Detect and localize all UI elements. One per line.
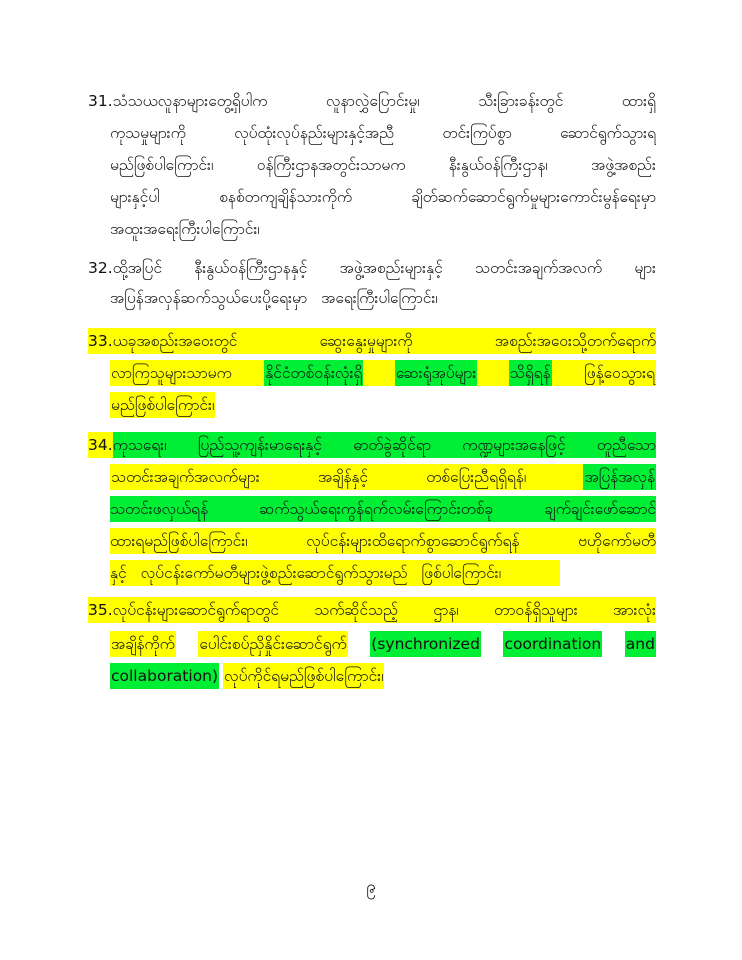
paragraph-number: 34.	[88, 432, 113, 458]
text-segment: ဖြန့်ဝေသွားရ	[584, 364, 655, 382]
text-segment: ချက်ချင်းဖော်ဆောင်	[544, 500, 656, 518]
text-segment: ဆက်သွယ်ရေးကွန်ရက်လမ်းကြောင်းတစ်ခု	[259, 500, 494, 518]
text-segment: ကုသရေး၊	[112, 436, 167, 454]
paragraph-number: 32.	[88, 259, 113, 277]
text-segment: ဓာတ်ခွဲဆိုင်ရာ	[353, 436, 431, 454]
paragraph-line-highlighted	[88, 328, 656, 354]
text-segment: စနစ်တကျချိန်သားကိုက်	[219, 188, 353, 206]
paragraph-line	[110, 285, 656, 311]
text-segment-yellow: ပေါင်းစပ်ညှိနှိုင်းဆောင်ရွက်	[198, 631, 347, 657]
text-segment: တူညီသော	[596, 436, 656, 454]
text-segment: အစည်းအဝေးသို့တက်ရောက်	[494, 332, 656, 350]
paragraph-line-highlighted	[110, 663, 656, 689]
paragraph-line	[88, 88, 656, 114]
text-segment-green: collaboration)	[110, 663, 219, 689]
text-segment: နီးနွယ်ဝန်ကြီးဌာန၊	[448, 156, 548, 174]
text-segment-green: နိုင်ငံတစ်ဝန်းလုံးရှိ	[264, 360, 363, 386]
text-segment-green: and	[625, 631, 656, 657]
text-segment-green: coordination	[503, 631, 602, 657]
text-segment: များ	[634, 259, 656, 277]
text-segment: ဆွေးနွေးမှုများကို	[319, 332, 413, 350]
paragraph-line	[110, 184, 656, 210]
text-segment: တာဝန်ရှိသူများ	[493, 601, 578, 619]
paragraph-number: 35.	[88, 601, 113, 619]
text-segment: ပြည်သူ့ကျန်းမာရေးနှင့်	[197, 436, 322, 454]
text-segment-green: သိရှိရန်	[509, 360, 552, 386]
text-segment: ယခုအစည်းအဝေးတွင်	[112, 332, 238, 350]
text-segment: သတင်းဖလှယ်ရန်	[110, 500, 208, 518]
text-segment: ဌာန၊	[433, 601, 459, 619]
text-segment: သံသယလူနာများတွေ့ရှိပါက	[112, 92, 268, 110]
paragraph-line-highlighted	[110, 560, 560, 586]
text-segment: ဖြစ်ပါကြောင်း၊	[421, 564, 502, 582]
text-segment: လူနာလွှဲပြောင်းမှု၊	[325, 92, 420, 110]
text-segment: ထားရမည်ဖြစ်ပါကြောင်း၊	[110, 532, 248, 550]
text-segment: တင်းကြပ်စွာ	[442, 124, 512, 142]
paragraph-line-highlighted	[88, 432, 656, 458]
text-segment: သတင်းအချက်အလက်	[474, 259, 603, 277]
text-segment: အထူးအရေးကြီးပါကြောင်း၊	[110, 220, 260, 238]
paragraph-line	[110, 152, 656, 178]
text-segment: ထားရှိ	[621, 92, 656, 110]
paragraph-line-highlighted	[110, 528, 656, 554]
text-segment: လုပ်ငန်းများထိရောက်စွာဆောင်ရွက်ရန်	[306, 532, 520, 550]
text-segment-green: ဆေးရုံအုပ်များ	[395, 360, 477, 386]
text-segment: ထို့အပြင်	[112, 259, 162, 277]
paragraph-line-highlighted	[110, 360, 656, 386]
text-segment: ဆောင်ရွက်သွားရ	[559, 124, 656, 142]
text-segment-green: (synchronized	[370, 631, 481, 657]
text-segment: အချိန်နှင့်	[317, 468, 368, 486]
text-segment: နီးနွယ်ဝန်ကြီးဌာနနှင့်	[194, 259, 308, 277]
text-segment: နှင့်	[110, 564, 127, 582]
text-segment: သတင်းအချက်အလက်များ	[111, 468, 260, 486]
page-number: ၉	[366, 877, 376, 897]
text-segment: လုပ်ငန်းကော်မတီများဖွဲ့စည်းဆောင်ရွက်သွားမည်	[140, 564, 408, 582]
text-segment: ကုသမှုများကို	[110, 124, 186, 142]
text-segment: လာကြသူများသာမက	[111, 364, 232, 382]
paragraph-line-highlighted	[88, 597, 656, 623]
text-segment: သီးခြားခန်းတွင်	[478, 92, 564, 110]
paragraph-line	[110, 392, 656, 418]
paragraph-number: 33.	[88, 332, 113, 350]
text-segment-yellow: မည်ဖြစ်ပါကြောင်း၊	[110, 392, 215, 418]
text-segment: အဖွဲ့အစည်းများနှင့်	[339, 259, 443, 277]
text-segment-green: အပြန်အလှန်	[583, 464, 655, 490]
paragraph-line-highlighted	[110, 464, 656, 490]
paragraph-line	[110, 120, 656, 146]
paragraph-line-highlighted	[110, 496, 656, 522]
text-segment: အဖွဲ့အစည်း	[591, 156, 656, 174]
text-segment: တစ်ပြေးညီရရှိရန်၊	[426, 468, 527, 486]
text-segment: အားလုံး	[612, 601, 656, 619]
text-segment: များနှင့်ပါ	[110, 188, 160, 206]
text-segment: သက်ဆိုင်သည့်	[314, 601, 398, 619]
text-segment: လုပ်ထုံးလုပ်နည်းများနှင့်အညီ	[234, 124, 395, 142]
text-segment: အပြန်အလှန်ဆက်သွယ်ပေးပို့ရေးမှာ	[110, 289, 308, 307]
paragraph-line	[110, 216, 656, 242]
paragraph-line	[88, 255, 656, 281]
text-segment: ကဏ္ဍများအနေဖြင့်	[462, 436, 566, 454]
text-segment: ချိတ်ဆက်ဆောင်ရွက်မှုများကောင်းမွန်ရေးမှာ	[411, 188, 656, 206]
text-segment: မည်ဖြစ်ပါကြောင်း၊	[110, 156, 214, 174]
paragraph-number: 31.	[88, 92, 113, 110]
paragraph-line-highlighted	[110, 631, 656, 657]
text-segment: ဗဟိုကော်မတီ	[578, 532, 656, 550]
text-segment: အရေးကြီးပါကြောင်း၊	[321, 289, 438, 307]
text-segment: ဝန်ကြီးဌာနအတွင်းသာမက	[256, 156, 406, 174]
text-segment: လုပ်ငန်းများဆောင်ရွက်ရာတွင်	[112, 601, 279, 619]
text-segment-yellow: အချိန်ကိုက်	[110, 631, 176, 657]
text-segment-yellow: လုပ်ကိုင်ရမည်ဖြစ်ပါကြောင်း၊	[223, 663, 384, 689]
